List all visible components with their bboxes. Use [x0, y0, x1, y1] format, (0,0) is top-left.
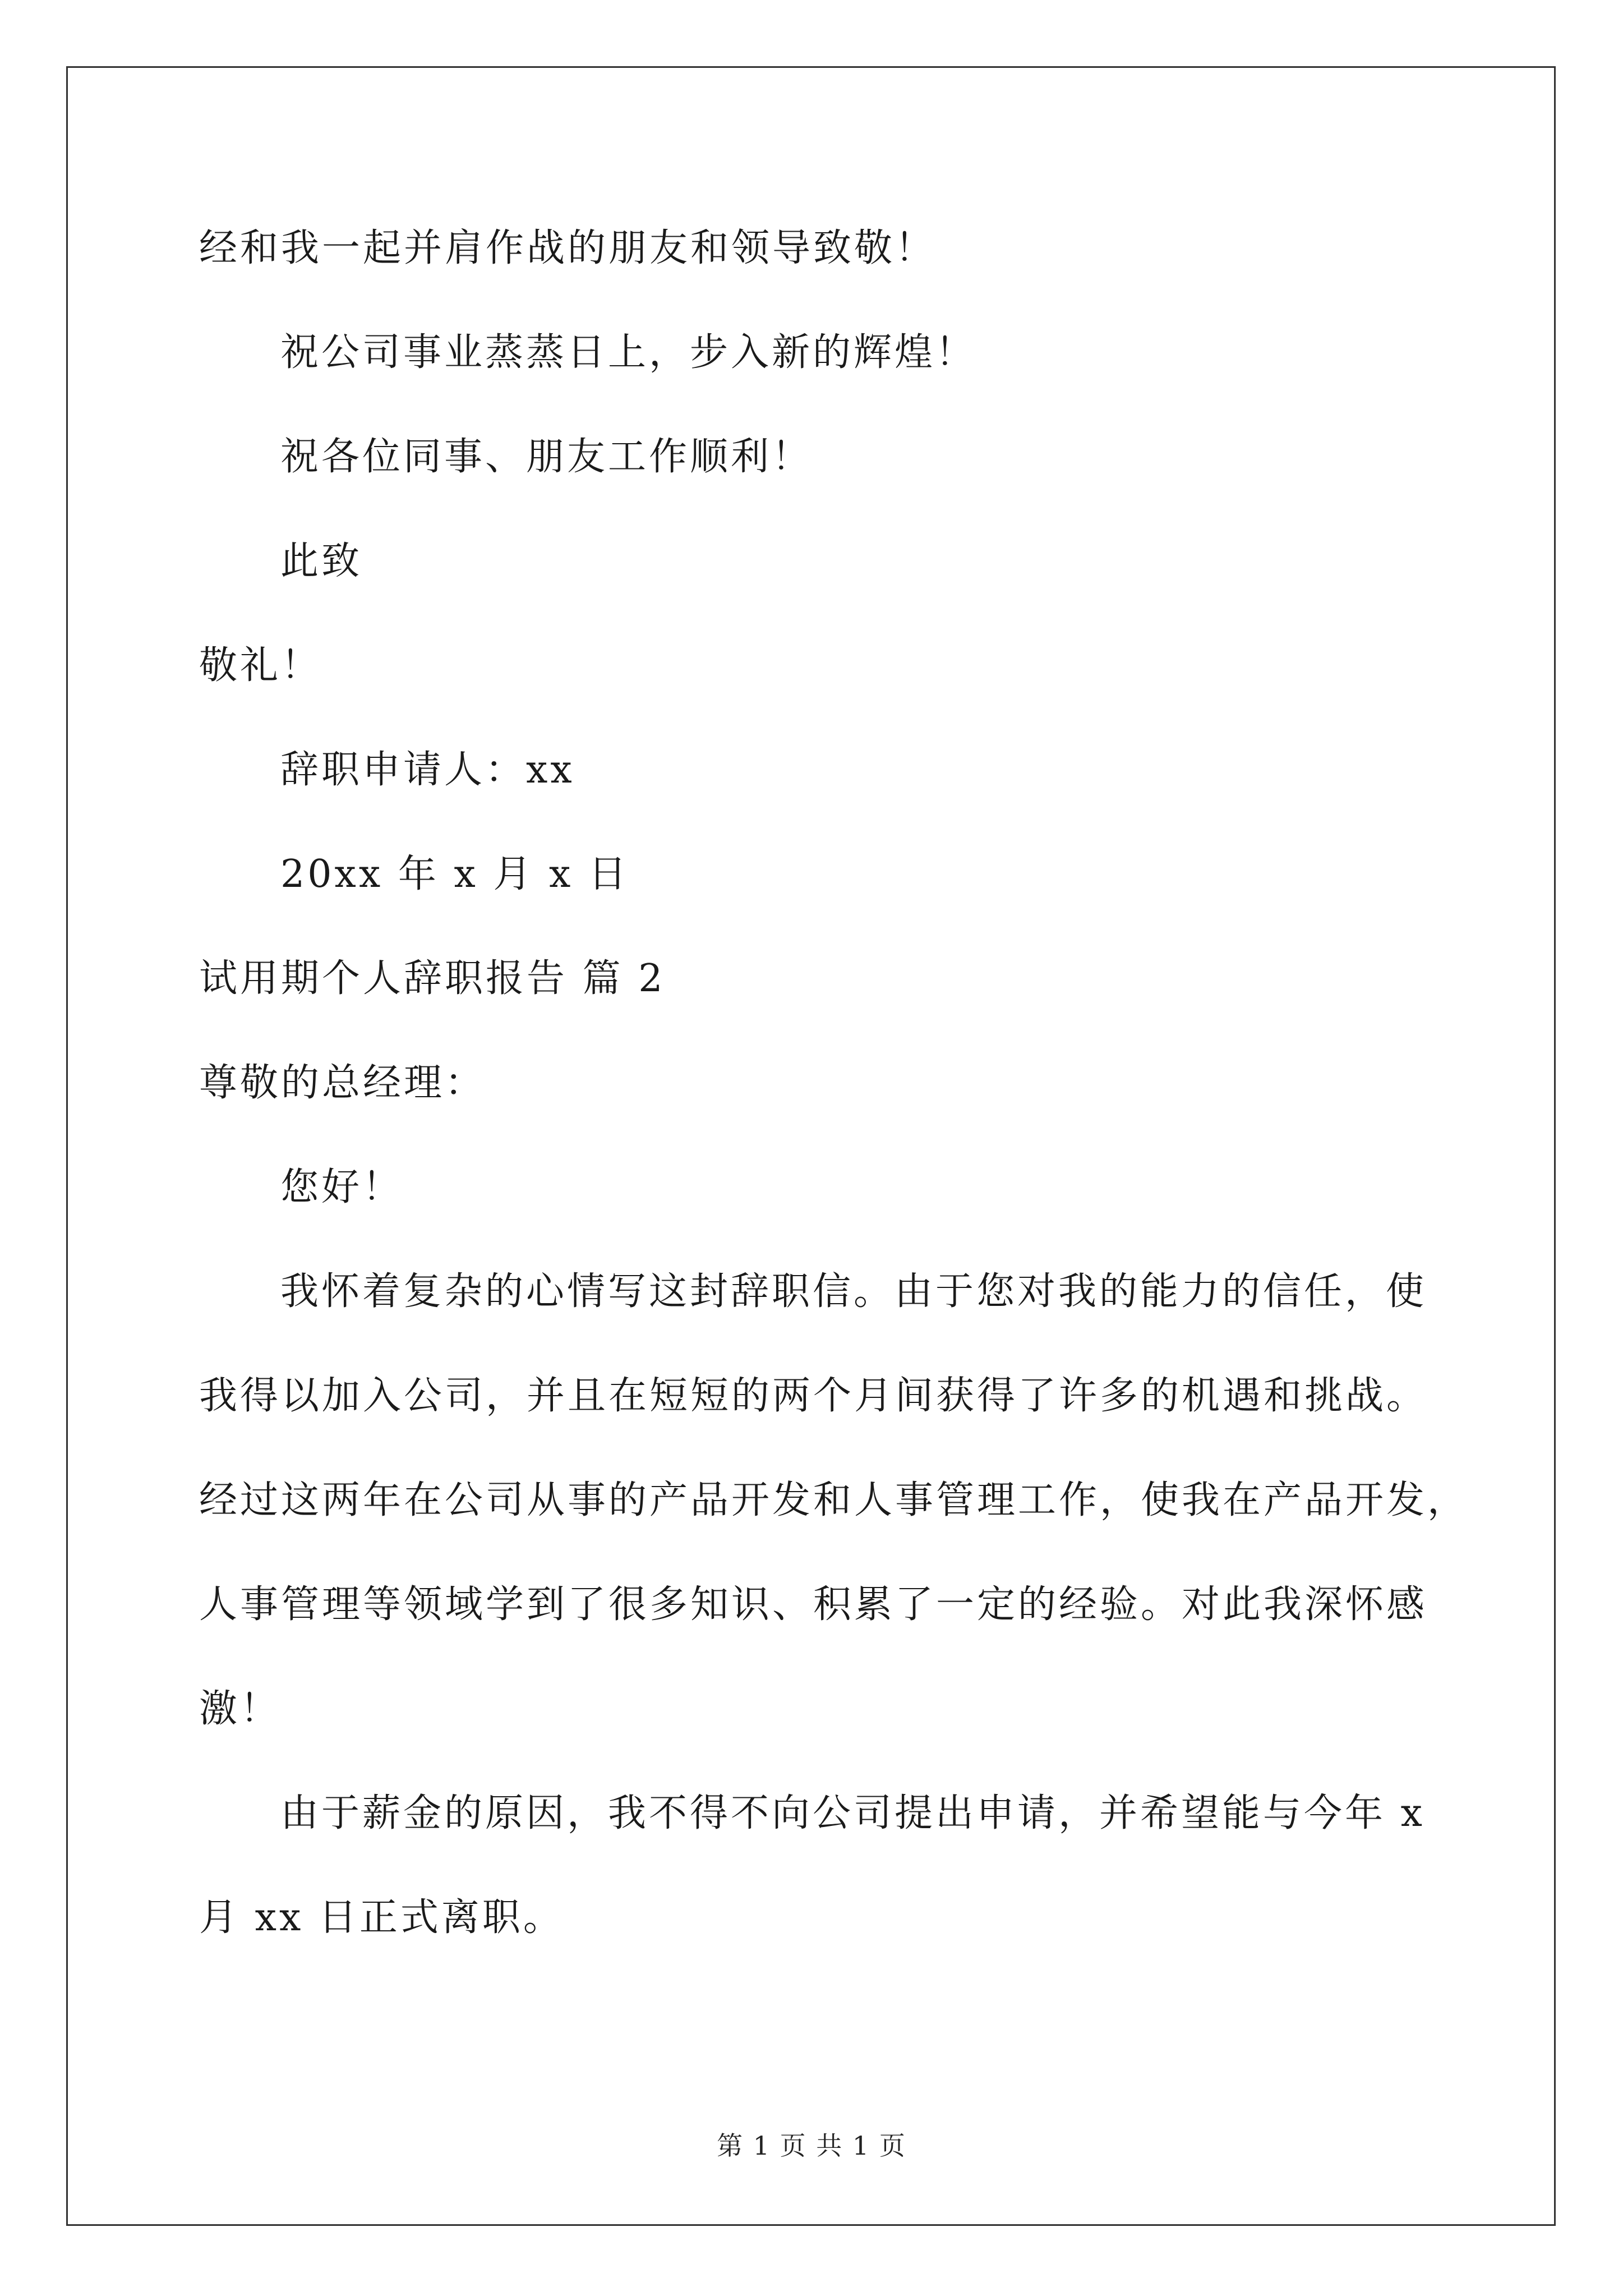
page-number-footer: 第 1 页 共 1 页: [717, 2131, 906, 2161]
section-heading: 试用期个人辞职报告 篇 2: [199, 956, 666, 1001]
text-line-4: 此致: [280, 539, 363, 583]
text-line-5: 敬礼！: [199, 643, 322, 688]
salutation: 尊敬的总经理：: [199, 1061, 486, 1105]
date-line: 20xx 年 x 月 x 日: [280, 852, 630, 896]
text-line-3: 祝各位同事、朋友工作顺利！: [280, 435, 813, 479]
text-line-16: 由于薪金的原因，我不得不向公司提出申请，并希望能与今年 x: [280, 1791, 1425, 1835]
text-line-15: 激！: [199, 1687, 282, 1731]
signature-line: 辞职申请人：xx: [280, 748, 575, 792]
text-line-14: 人事管理等领域学到了很多知识、积累了一定的经验。对此我深怀感: [199, 1582, 1428, 1627]
text-line-12: 我得以加入公司，并且在短短的两个月间获得了许多的机遇和挑战。: [199, 1374, 1428, 1418]
text-line-17: 月 xx 日正式离职。: [199, 1895, 564, 1940]
greeting: 您好！: [280, 1165, 404, 1209]
text-line-1: 经和我一起并肩作战的朋友和领导致敬！: [199, 226, 937, 270]
text-line-13: 经过这两年在公司从事的产品开发和人事管理工作，使我在产品开发，: [199, 1478, 1469, 1522]
text-line-11: 我怀着复杂的心情写这封辞职信。由于您对我的能力的信任，使: [280, 1269, 1427, 1314]
text-line-2: 祝公司事业蒸蒸日上，步入新的辉煌！: [280, 330, 977, 375]
